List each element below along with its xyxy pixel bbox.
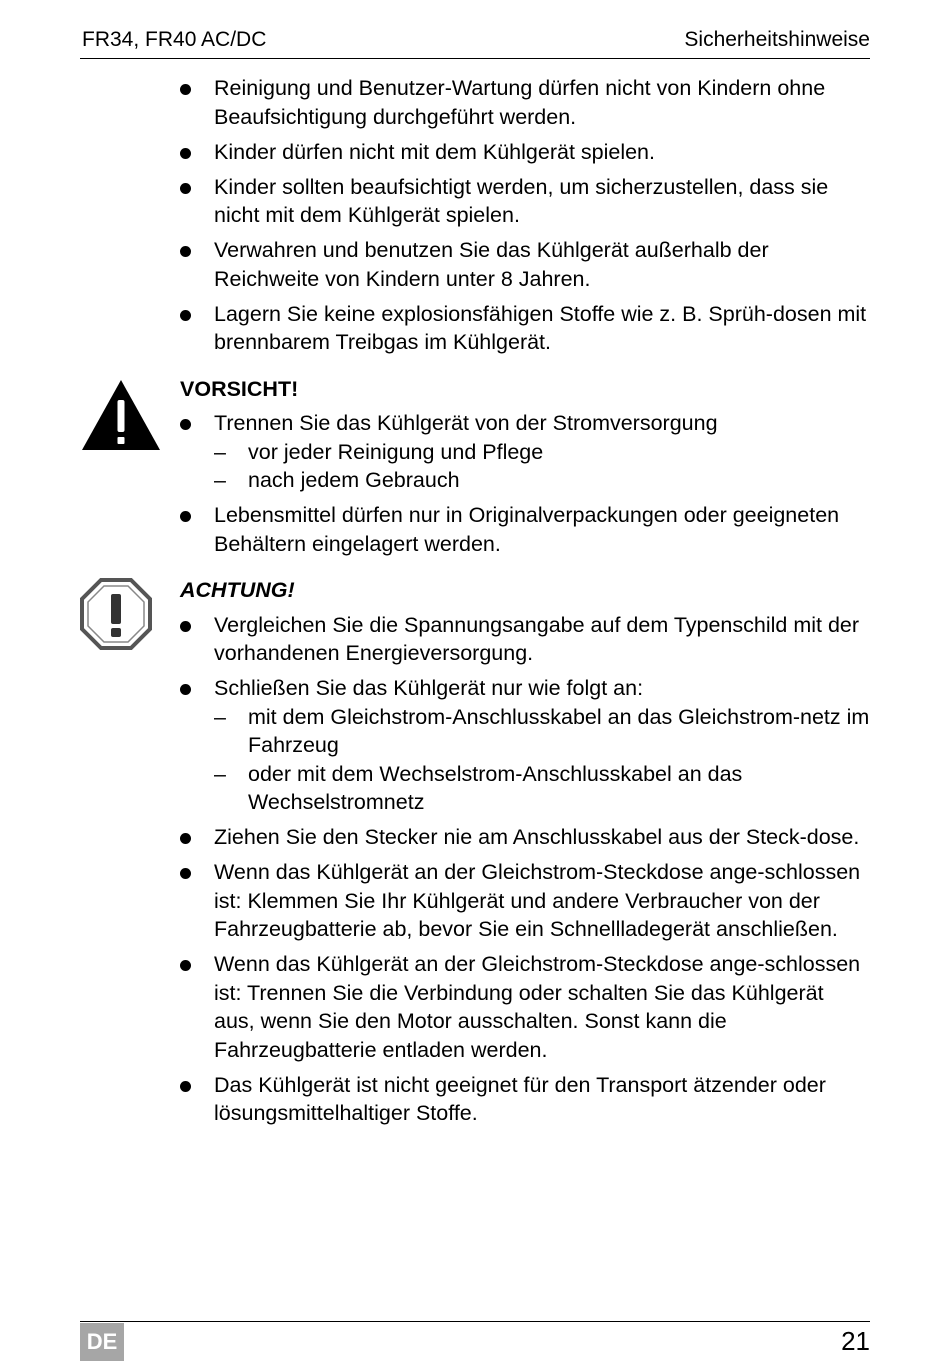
item-text: Schließen Sie das Kühlgerät nur wie folgt an: xyxy=(214,676,644,700)
sub-list-item xyxy=(214,466,870,495)
warning-triangle-icon xyxy=(80,378,162,452)
list-item xyxy=(180,950,870,1064)
bullet-icon xyxy=(180,868,191,879)
list-item xyxy=(180,300,870,357)
bullet-icon xyxy=(180,833,191,844)
sub-item-text: oder mit dem Wechselstrom-Anschlusskabel an das Wechselstromnetz xyxy=(248,761,743,814)
list-item xyxy=(180,173,870,230)
caution-heading: VORSICHT! xyxy=(180,376,299,401)
list-item xyxy=(180,74,870,131)
item-text: Verwahren und benutzen Sie das Kühlgerät außerhalb der Reichweite von Kindern unter 8 Jahren. xyxy=(214,238,769,291)
dash-icon: – xyxy=(214,468,226,492)
list-item xyxy=(180,858,870,944)
item-text: Wenn das Kühlgerät an der Gleichstrom-Steckdose ange-schlossen ist: Trennen Sie die Verbindung oder schalten Sie das Kühlgerät aus, wenn Sie den Motor ausschalten. Sonst kann die Fahrzeugbatterie entladen werden. xyxy=(214,952,861,1062)
bullet-icon xyxy=(180,1081,191,1092)
sub-item-text: nach jedem Gebrauch xyxy=(248,468,460,492)
item-text: Kinder sollten beaufsichtigt werden, um sicherzustellen, dass sie nicht mit dem Kühlgerät spielen. xyxy=(214,174,829,227)
header-section-title: Sicherheitshinweise xyxy=(684,28,870,51)
item-text: Vergleichen Sie die Spannungsangabe auf dem Typenschild mit der vorhandenen Energieversorgung. xyxy=(214,612,860,665)
list-item xyxy=(180,674,870,817)
bullet-icon xyxy=(180,84,191,95)
bullet-icon xyxy=(180,148,191,159)
item-text: Kinder dürfen nicht mit dem Kühlgerät spielen. xyxy=(214,139,655,164)
dash-icon: – xyxy=(214,439,226,464)
footer-divider xyxy=(80,1321,870,1322)
bullet-icon xyxy=(180,960,191,971)
item-text: Wenn das Kühlgerät an der Gleichstrom-Steckdose ange-schlossen ist: Klemmen Sie Ihr Kühlgerät und andere Verbraucher von der Fahrzeugbatterie ab, bevor Sie ein Schnellladegerät anschließen. xyxy=(214,860,861,941)
page-header xyxy=(80,28,870,59)
list-item xyxy=(180,236,870,293)
language-badge: DE xyxy=(80,1323,124,1361)
sub-item-text: mit dem Gleichstrom-Anschlusskabel an das Gleichstrom-netz im Fahrzeug xyxy=(248,704,870,757)
dash-icon: – xyxy=(214,704,226,729)
bullet-icon xyxy=(180,621,191,632)
sub-list-item xyxy=(214,703,870,760)
bullet-icon xyxy=(180,419,191,430)
list-item xyxy=(180,611,870,668)
list-item xyxy=(180,501,870,558)
list-item xyxy=(180,138,870,167)
dash-icon: – xyxy=(214,761,226,786)
bullet-icon xyxy=(180,246,191,257)
bullet-icon xyxy=(180,183,191,194)
item-text: Lebensmittel dürfen nur in Originalverpackungen oder geeigneten Behältern eingelagert werden. xyxy=(214,503,840,556)
list-item xyxy=(180,823,870,852)
list-item xyxy=(180,409,870,495)
bullet-icon xyxy=(180,511,191,522)
item-text: Lagern Sie keine explosionsfähigen Stoffe wie z. B. Sprüh-dosen mit brennbarem Treibgas im Kühlgerät. xyxy=(214,301,867,354)
attention-heading: ACHTUNG! xyxy=(180,578,295,602)
item-text: Trennen Sie das Kühlgerät von der Stromversorgung xyxy=(214,411,718,435)
sub-item-text: vor jeder Reinigung und Pflege xyxy=(248,439,544,464)
list-item xyxy=(180,1071,870,1128)
header-model: FR34, FR40 AC/DC xyxy=(82,28,267,51)
bullet-icon xyxy=(180,310,191,321)
sub-list-item xyxy=(214,760,870,817)
page-number: 21 xyxy=(841,1326,870,1356)
item-text: Das Kühlgerät ist nicht geeignet für den Transport ätzender oder lösungsmittelhaltiger Stoffe. xyxy=(214,1072,826,1125)
bullet-icon xyxy=(180,684,191,695)
attention-octagon-icon xyxy=(80,578,152,650)
item-text: Reinigung und Benutzer-Wartung dürfen nicht von Kindern ohne Beaufsichtigung durchgeführt werden. xyxy=(214,76,826,129)
item-text: Ziehen Sie den Stecker nie am Anschlusskabel aus der Steck-dose. xyxy=(214,825,860,849)
main-content xyxy=(180,74,870,1134)
sub-list-item xyxy=(214,438,870,467)
